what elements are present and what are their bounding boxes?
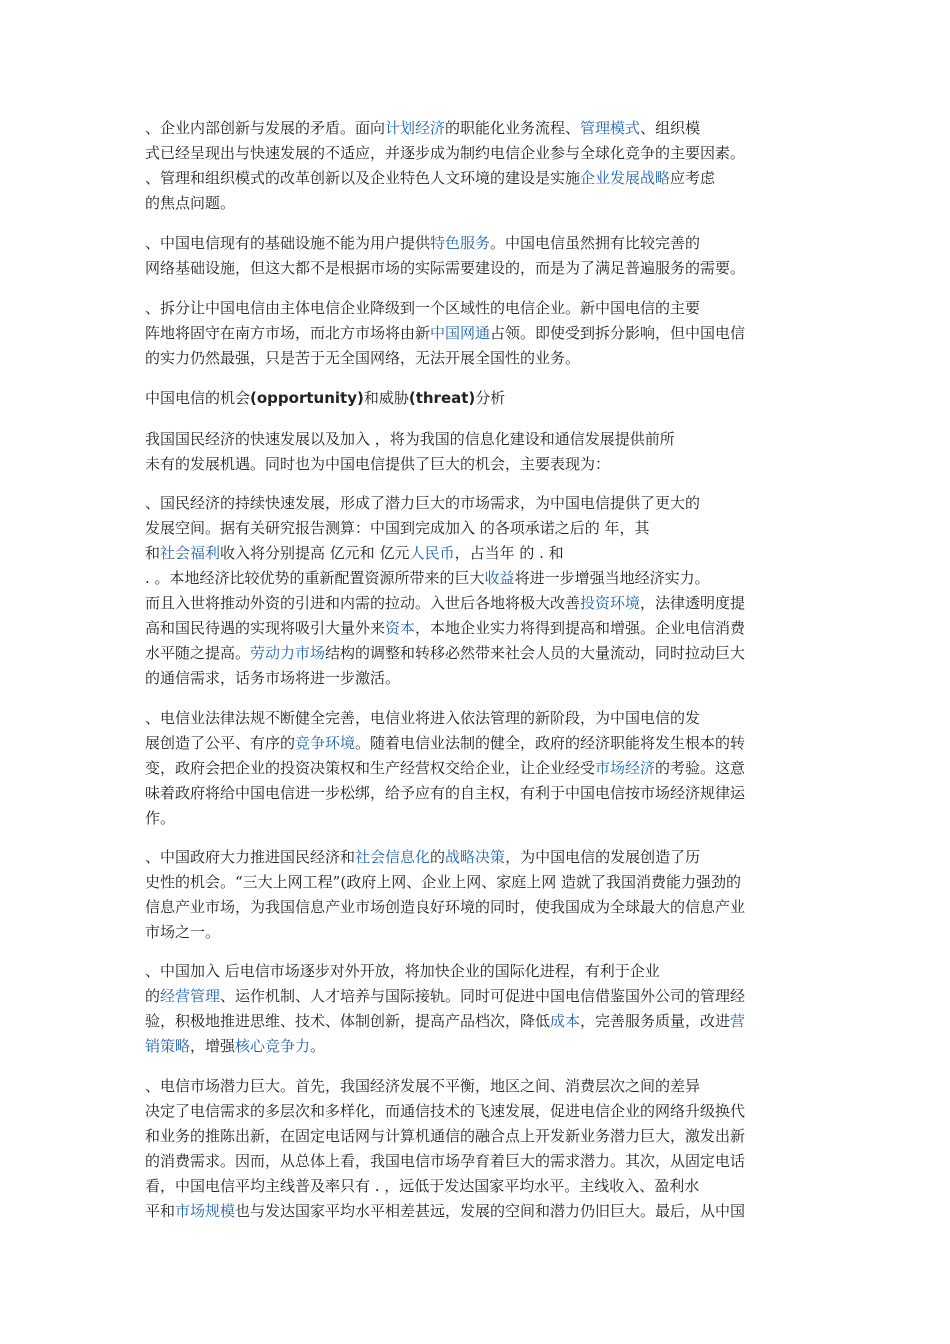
keyword-link[interactable]: 特色服务 xyxy=(430,234,491,252)
bold-term: (threat) xyxy=(408,389,476,407)
text-line xyxy=(145,541,809,566)
keyword-link[interactable]: 战略决策 xyxy=(445,848,506,866)
text-run: 的实力仍然最强，只是苦于无全国网络，无法开展全国性的业务。 xyxy=(145,349,581,367)
paragraph xyxy=(145,386,809,411)
text-line xyxy=(145,1034,809,1059)
text-line xyxy=(145,516,809,541)
keyword-link[interactable]: 社会福利 xyxy=(160,544,221,562)
text-run: 、中国加入 后电信市场逐步对外开放，将加快企业的国际化进程，有利于企业 xyxy=(145,962,660,980)
text-line xyxy=(145,1124,809,1149)
text-line xyxy=(145,920,809,945)
keyword-link[interactable]: 管理模式 xyxy=(580,119,641,137)
text-run: 式已经呈现出与快速发展的不适应，并逐步成为制约电信企业参与全球化竞争的主要因素。 xyxy=(145,144,746,162)
keyword-link[interactable]: 成本 xyxy=(550,1012,581,1030)
text-run: 的通信需求，话务市场将进一步激活。 xyxy=(145,669,401,687)
keyword-link[interactable]: 人民币 xyxy=(409,544,455,562)
text-run: 而且入世将推动外资的引进和内需的拉动。入世后各地将极大改善 xyxy=(145,594,581,612)
text-run: 。 xyxy=(310,1037,326,1055)
text-run: 将进一步增强当地经济实力。 xyxy=(514,569,710,587)
paragraph xyxy=(145,706,809,831)
text-line xyxy=(145,296,809,321)
keyword-link[interactable]: 投资环境 xyxy=(580,594,641,612)
text-run: 的 xyxy=(430,848,446,866)
text-line xyxy=(145,1174,809,1199)
keyword-link[interactable]: 销策略 xyxy=(145,1037,191,1055)
text-run: ，完善服务质量，改进 xyxy=(580,1012,731,1030)
text-line xyxy=(145,231,809,256)
text-run: 市场之一。 xyxy=(145,923,221,941)
keyword-link[interactable]: 市场经济 xyxy=(595,759,656,777)
text-run: 我国国民经济的快速发展以及加入 ，将为我国的信息化建设和通信发展提供前所 xyxy=(145,430,675,448)
text-run: 、中国电信现有的基础设施不能为用户提供 xyxy=(145,234,431,252)
text-run: 、企业内部创新与发展的矛盾。面向 xyxy=(145,119,386,137)
text-run: 和威胁 xyxy=(363,389,409,407)
text-run: 应考虑 xyxy=(670,169,716,187)
text-run: ，法律透明度提 xyxy=(640,594,746,612)
keyword-link[interactable]: 核心竞争力 xyxy=(235,1037,311,1055)
text-line xyxy=(145,845,809,870)
text-line xyxy=(145,591,809,616)
keyword-link[interactable]: 收益 xyxy=(484,569,515,587)
keyword-link[interactable]: 经营管理 xyxy=(160,987,221,1005)
keyword-link[interactable]: 劳动力市场 xyxy=(250,644,326,662)
text-line xyxy=(145,895,809,920)
text-line xyxy=(145,141,809,166)
text-run: 结构的调整和转移必然带来社会人员的大量流动，同时拉动巨大 xyxy=(325,644,746,662)
text-run: 也与发达国家平均水平相差甚远，发展的空间和潜力仍旧巨大。最后，从中国 xyxy=(235,1202,746,1220)
text-line xyxy=(145,870,809,895)
keyword-link[interactable]: 营 xyxy=(730,1012,746,1030)
text-line xyxy=(145,491,809,516)
text-run: 的职能化业务流程、 xyxy=(445,119,581,137)
text-run: 、运作机制、人才培养与国际接轨。同时可促进中国电信借鉴国外公司的管理经 xyxy=(220,987,746,1005)
text-line xyxy=(145,386,809,411)
text-line xyxy=(145,1009,809,1034)
text-run: 高和国民待遇的实现将吸引大量外来 xyxy=(145,619,386,637)
text-run: 作。 xyxy=(145,809,176,827)
text-run: 史性的机会。“三大上网工程”(政府上网、企业上网、家庭上网 造就了我国消费能力强劲的 xyxy=(145,873,741,891)
text-run: 水平随之提高。 xyxy=(145,644,251,662)
text-run: 发展空间。据有关研究报告测算：中国到完成加入 的各项承诺之后的 年，其 xyxy=(145,519,650,537)
text-line xyxy=(145,321,809,346)
text-run: 展创造了公平、有序的 xyxy=(145,734,296,752)
text-line xyxy=(145,781,809,806)
keyword-link[interactable]: 竞争环境 xyxy=(295,734,356,752)
text-run: 收入将分别提高 亿元和 亿元 xyxy=(220,544,410,562)
paragraph xyxy=(145,1074,809,1224)
text-run: 中国电信的机会 xyxy=(145,389,251,407)
text-run: 的 xyxy=(145,987,161,1005)
text-run: 、电信市场潜力巨大。首先，我国经济发展不平衡，地区之间、消费层次之间的差异 xyxy=(145,1077,701,1095)
paragraph xyxy=(145,231,809,281)
text-run: 、电信业法律法规不断健全完善，电信业将进入依法管理的新阶段，为中国电信的发 xyxy=(145,709,701,727)
text-line xyxy=(145,641,809,666)
text-line xyxy=(145,1199,809,1224)
text-line xyxy=(145,452,809,477)
text-run: ，为中国电信的发展创造了历 xyxy=(505,848,701,866)
text-line xyxy=(145,756,809,781)
paragraph xyxy=(145,116,809,216)
text-line xyxy=(145,1074,809,1099)
text-line xyxy=(145,984,809,1009)
text-run: 阵地将固守在南方市场，而北方市场将由新 xyxy=(145,324,431,342)
text-line xyxy=(145,1099,809,1124)
text-run: 和 xyxy=(145,544,161,562)
paragraph xyxy=(145,959,809,1059)
keyword-link[interactable]: 市场规模 xyxy=(175,1202,236,1220)
keyword-link[interactable]: 企业发展战略 xyxy=(580,169,671,187)
paragraph xyxy=(145,491,809,691)
text-run: 网络基础设施，但这大都不是根据市场的实际需要建设的，而是为了满足普遍服务的需要。 xyxy=(145,259,746,277)
text-line xyxy=(145,806,809,831)
text-run: 的焦点问题。 xyxy=(145,194,236,212)
text-run: 决定了电信需求的多层次和多样化，而通信技术的飞速发展，促进电信企业的网络升级换代 xyxy=(145,1102,746,1120)
text-line xyxy=(145,116,809,141)
text-run: 。中国电信虽然拥有比较完善的 xyxy=(490,234,701,252)
text-run: 验，积极地推进思维、技术、体制创新，提高产品档次，降低 xyxy=(145,1012,551,1030)
text-line xyxy=(145,666,809,691)
text-run: 分析 xyxy=(475,389,506,407)
keyword-link[interactable]: 计划经济 xyxy=(385,119,446,137)
text-line xyxy=(145,191,809,216)
text-line xyxy=(145,959,809,984)
text-run: 未有的发展机遇。同时也为中国电信提供了巨大的机会，主要表现为： xyxy=(145,455,611,473)
text-run: 的消费需求。因而，从总体上看，我国电信市场孕育着巨大的需求潜力。其次，从固定电话 xyxy=(145,1152,746,1170)
text-line xyxy=(145,346,809,371)
text-run: 、中国政府大力推进国民经济和 xyxy=(145,848,356,866)
paragraph xyxy=(145,427,809,477)
text-line xyxy=(145,616,809,641)
text-run: ，占当年 的 . 和 xyxy=(454,544,564,562)
text-run: ，本地企业实力将得到提高和增强。企业电信消费 xyxy=(415,619,746,637)
text-run: 、国民经济的持续快速发展，形成了潜力巨大的市场需求，为中国电信提供了更大的 xyxy=(145,494,701,512)
text-line xyxy=(145,1149,809,1174)
text-run: . 。本地经济比较优势的重新配置资源所带来的巨大 xyxy=(145,569,485,587)
text-run: 和业务的推陈出新，在固定电话网与计算机通信的融合点上开发新业务潜力巨大，激发出新 xyxy=(145,1127,746,1145)
text-run: 味着政府将给中国电信进一步松绑，给予应有的自主权，有利于中国电信按市场经济规律运 xyxy=(145,784,746,802)
text-run: 占领。即使受到拆分影响，但中国电信 xyxy=(490,324,746,342)
bold-term: (opportunity) xyxy=(250,389,364,407)
text-line xyxy=(145,566,809,591)
text-run: 的考验。这意 xyxy=(655,759,746,777)
text-run: 看，中国电信平均主线普及率只有 . ，远低于发达国家平均水平。主线收入、盈利水 xyxy=(145,1177,700,1195)
text-run: ，增强 xyxy=(190,1037,236,1055)
text-run: 变，政府会把企业的投资决策权和生产经营权交给企业，让企业经受 xyxy=(145,759,596,777)
text-line xyxy=(145,166,809,191)
text-line xyxy=(145,427,809,452)
text-line xyxy=(145,731,809,756)
text-run: 、组织模 xyxy=(640,119,701,137)
text-line xyxy=(145,256,809,281)
keyword-link[interactable]: 中国网通 xyxy=(430,324,491,342)
text-run: 、拆分让中国电信由主体电信企业降级到一个区域性的电信企业。新中国电信的主要 xyxy=(145,299,701,317)
text-run: 信息产业市场，为我国信息产业市场创造良好环境的同时，使我国成为全球最大的信息产业 xyxy=(145,898,746,916)
text-line xyxy=(145,706,809,731)
paragraph xyxy=(145,296,809,371)
keyword-link[interactable]: 社会信息化 xyxy=(355,848,431,866)
paragraph xyxy=(145,845,809,945)
text-run: 。随着电信业法制的健全，政府的经济职能将发生根本的转 xyxy=(355,734,746,752)
text-run: 、管理和组织模式的改革创新以及企业特色人文环境的建设是实施 xyxy=(145,169,581,187)
text-run: 平和 xyxy=(145,1202,176,1220)
keyword-link[interactable]: 资本 xyxy=(385,619,416,637)
